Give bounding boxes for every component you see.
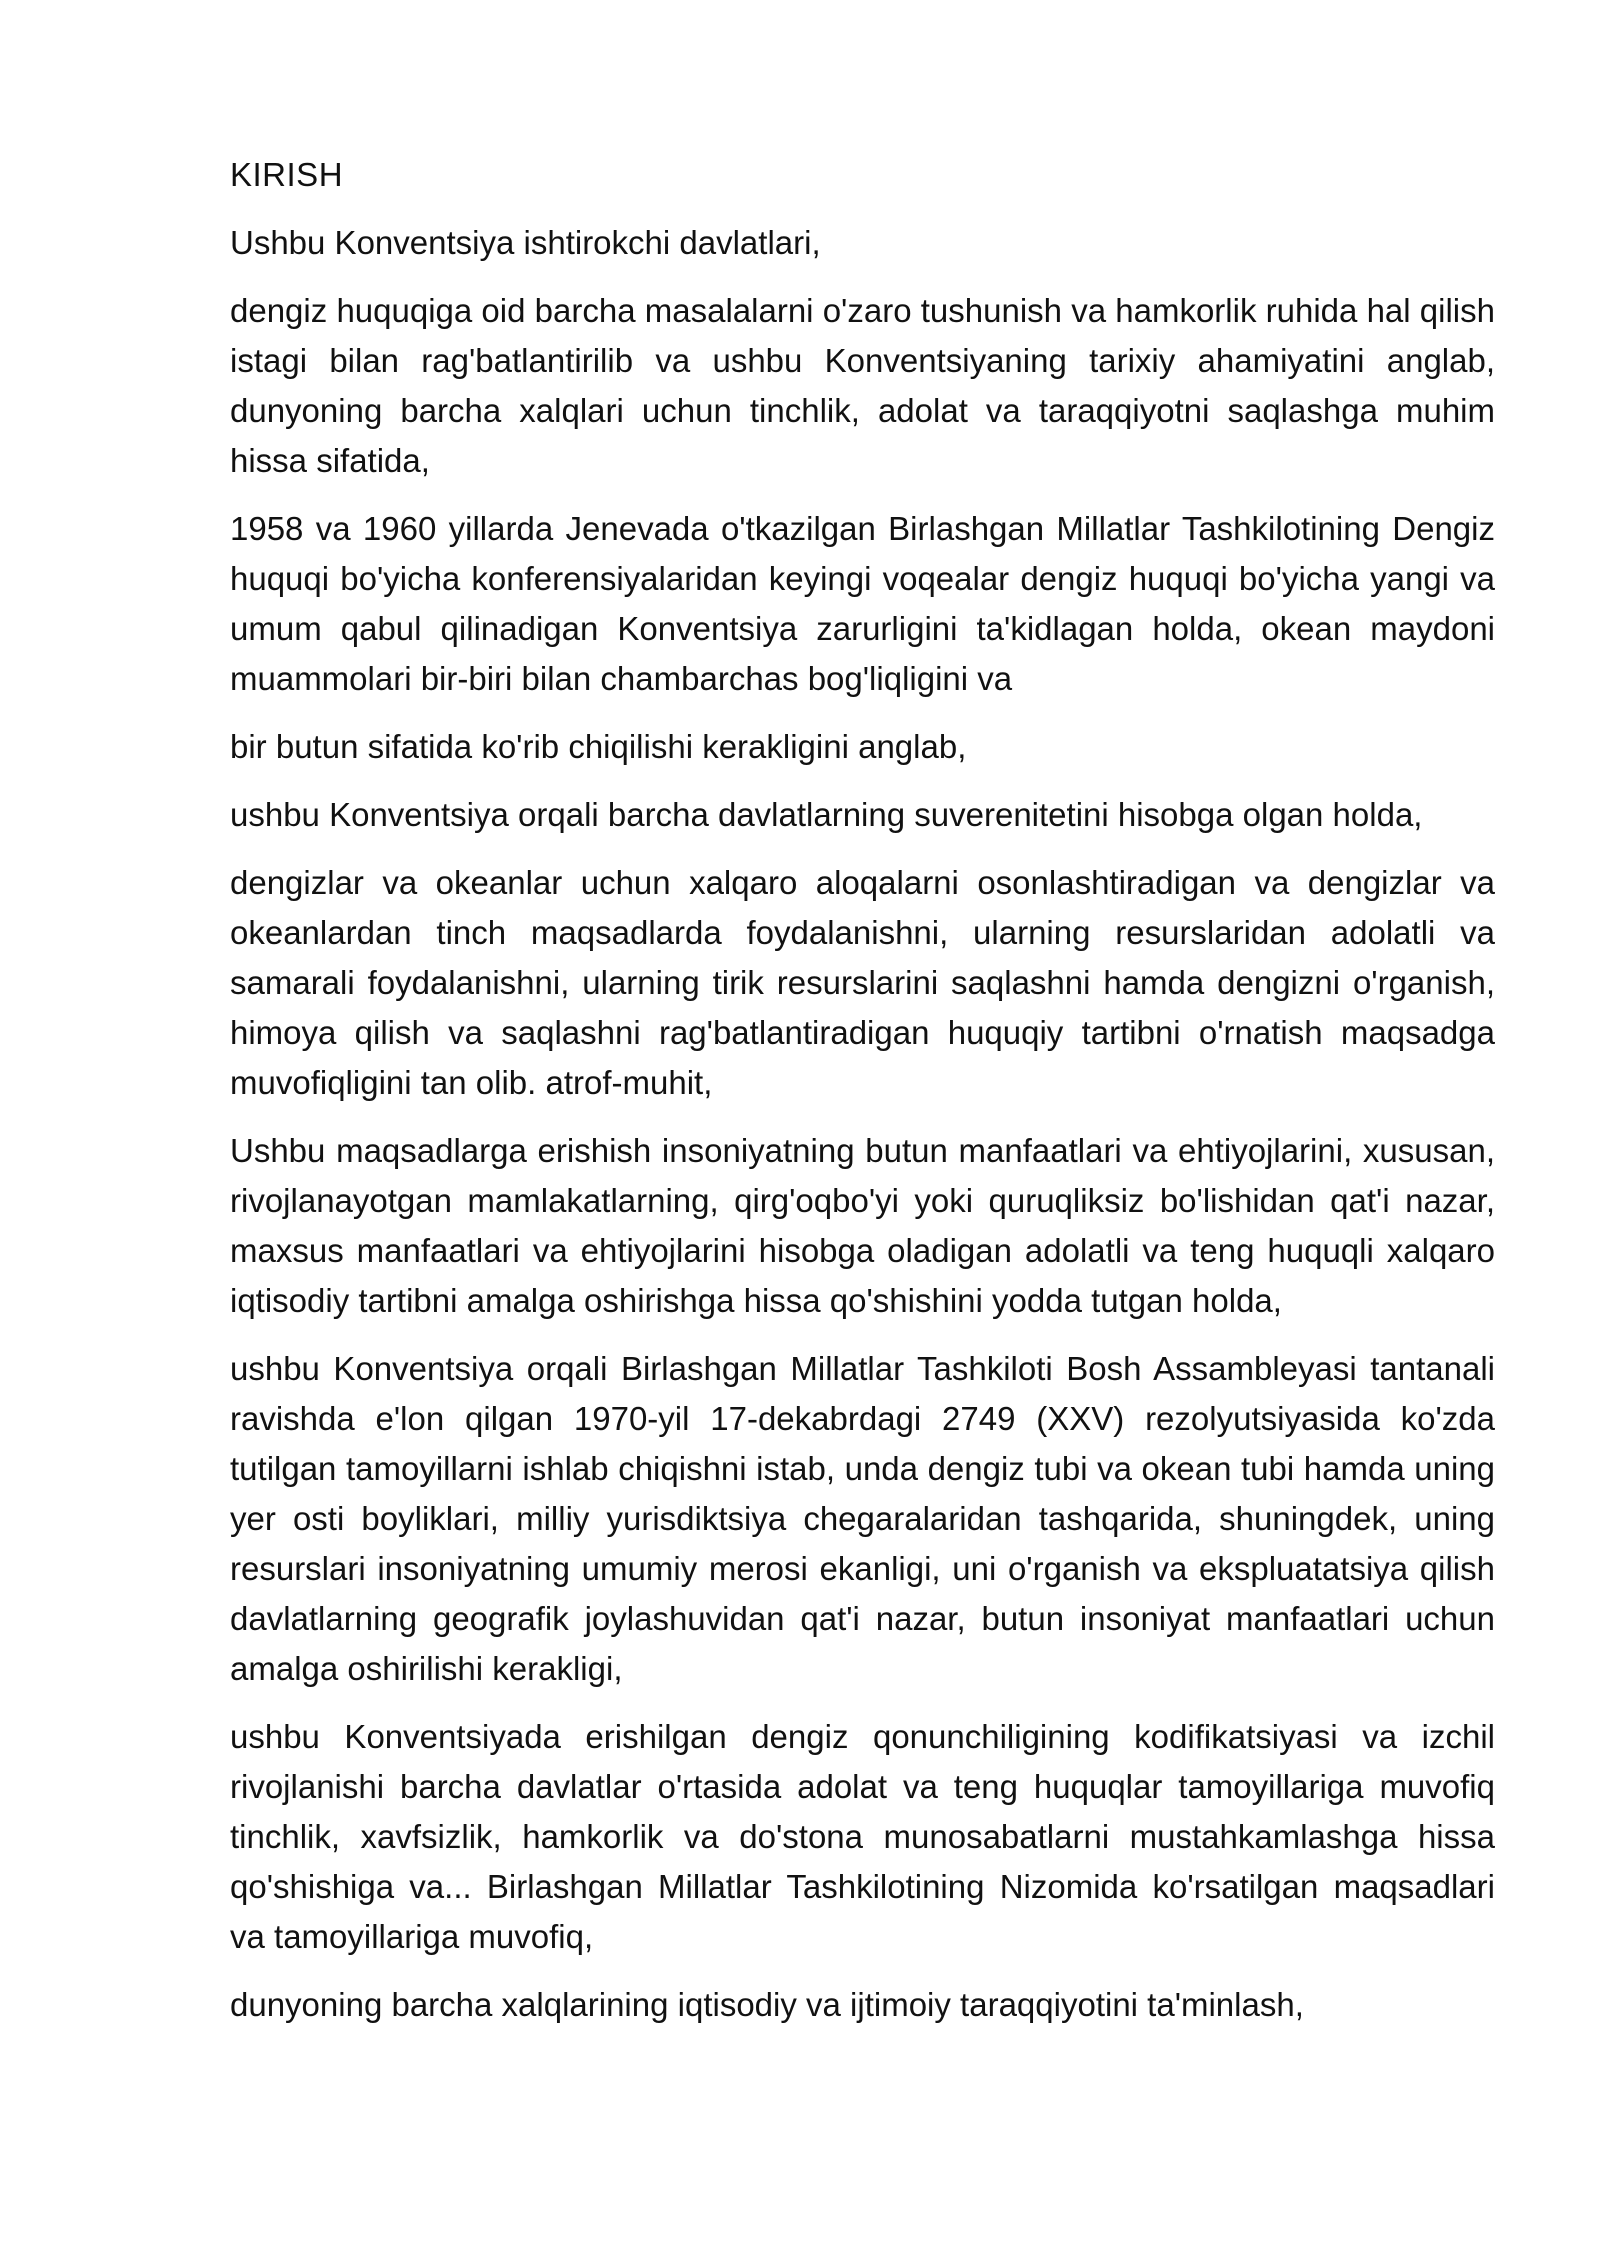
paragraph: bir butun sifatida ko'rib chiqilishi kerakligini anglab, xyxy=(230,728,967,765)
paragraph: ushbu Konventsiya orqali Birlashgan Millatlar Tashkiloti Bosh Assambleyasi tantanali ravishda e'lon qilgan 1970-yil 17-dekabrdagi 2749 (XXV) rezolyutsiyasida ko'zda tutilgan tamoyillarni ishlab chiqishni istab, unda dengiz tubi va okean tubi hamda uning yer osti boyliklari, milliy yurisdiktsiya chegaralaridan tashqarida, shuningdek, uning resurslari insoniyatning umumiy merosi ekanligi, uni o'rganish va ekspluatatsiya qilish davlatlarning geografik joylashuvidan qat'i nazar, butun insoniyat manfaatlari uchun amalga oshirilishi kerakligi, xyxy=(230,1350,1495,1687)
paragraph: dengizlar va okeanlar uchun xalqaro aloqalarni osonlashtiradigan va dengizlar va okeanlardan tinch maqsadlarda foydalanishni, ularning resurslaridan adolatli va samarali foydalanishni, ularning tirik resurslarini saqlashni hamda dengizni o'rganish, himoya qilish va saqlashni rag'batlantiradigan huquqiy tartibni o'rnatish maqsadga muvofiqligini tan olib. atrof-muhit, xyxy=(230,864,1495,1101)
paragraph: ushbu Konventsiya orqali barcha davlatlarning suverenitetini hisobga olgan holda, xyxy=(230,796,1423,833)
paragraph: 1958 va 1960 yillarda Jenevada o'tkazilgan Birlashgan Millatlar Tashkilotining Dengiz huquqi bo'yicha konferensiyalaridan keyingi voqealar dengiz huquqi bo'yicha yangi va umum qabul qilinadigan Konventsiya zarurligini ta'kidlagan holda, okean maydoni muammolari bir-biri bilan chambarchas bog'liqligini va xyxy=(230,510,1495,697)
paragraph: Ushbu maqsadlarga erishish insoniyatning butun manfaatlari va ehtiyojlarini, xususan, rivojlanayotgan mamlakatlarning, qirg'oqbo'yi yoki quruqliksiz bo'lishidan qat'i nazar, maxsus manfaatlari va ehtiyojlarini hisobga oladigan adolatli va teng huquqli xalqaro iqtisodiy tartibni amalga oshirishga hissa qo'shishini yodda tutgan holda, xyxy=(230,1132,1495,1319)
document-body xyxy=(230,150,1495,2048)
paragraph: dengiz huquqiga oid barcha masalalarni o'zaro tushunish va hamkorlik ruhida hal qilish istagi bilan rag'batlantirilib va ushbu Konventsiyaning tarixiy ahamiyatini anglab, dunyoning barcha xalqlari uchun tinchlik, adolat va taraqqiyotni saqlashga muhim hissa sifatida, xyxy=(230,292,1495,479)
paragraph: dunyoning barcha xalqlarining iqtisodiy va ijtimoiy taraqqiyotini ta'minlash, xyxy=(230,1986,1304,2023)
document-heading: KIRISH xyxy=(230,156,344,193)
paragraph: ushbu Konventsiyada erishilgan dengiz qonunchiligining kodifikatsiyasi va izchil rivojlanishi barcha davlatlar o'rtasida adolat va teng huquqlar tamoyillariga muvofiq tinchlik, xavfsizlik, hamkorlik va do'stona munosabatlarni mustahkamlashga hissa qo'shishiga va... Birlashgan Millatlar Tashkilotining Nizomida ko'rsatilgan maqsadlari va tamoyillariga muvofiq, xyxy=(230,1718,1495,1955)
paragraph: Ushbu Konventsiya ishtirokchi davlatlari, xyxy=(230,224,821,261)
